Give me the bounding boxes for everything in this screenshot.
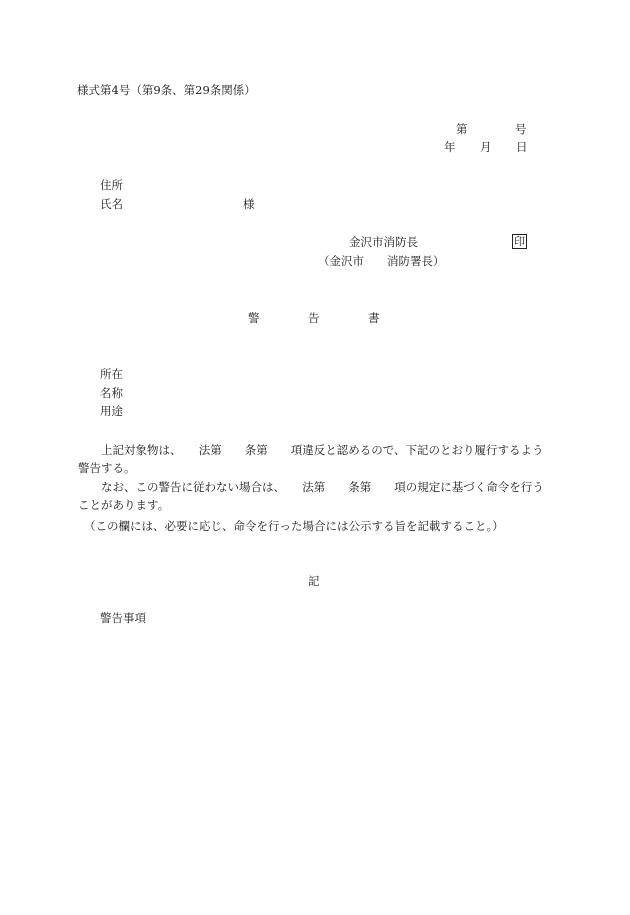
doc-number-go: 号 (515, 122, 527, 136)
doc-title-char-1: 警 (248, 311, 260, 325)
issuer-chief: 金沢市消防長 (349, 235, 418, 249)
doc-title-char-2: 告 (308, 311, 320, 325)
recipient-address-label: 住所 (100, 178, 123, 192)
date-year: 年 (444, 140, 456, 154)
date-day: 日 (516, 140, 528, 154)
recipient-name-label: 氏名 (100, 197, 123, 211)
doc-title-char-3: 書 (368, 311, 380, 325)
target-name-label: 名称 (100, 386, 123, 400)
recipient-honorific: 様 (243, 197, 255, 211)
target-use-label: 用途 (100, 404, 123, 418)
seal-icon: 印 (514, 235, 525, 248)
body-paragraph-1: 上記対象物は、 法第 条第 項違反と認めるので、下記のとおり履行するよう警告する。 (78, 443, 544, 475)
ki-heading: 記 (308, 574, 320, 588)
form-title: 様式第4号（第9条、第29条関係） (77, 83, 256, 97)
body-note: （この欄には、必要に応じ、命令を行った場合には公示する旨を記載すること。） (84, 519, 504, 533)
issuer-station-chief: （金沢市 消防署長） (318, 254, 445, 268)
doc-number-dai: 第 (456, 122, 468, 136)
date-month: 月 (480, 140, 492, 154)
warning-items-label: 警告事項 (100, 611, 146, 625)
target-location-label: 所在 (100, 367, 123, 381)
body-paragraph-2: なお、この警告に従わない場合は、 法第 条第 項の規定に基づく命令を行うことがあります。 (78, 480, 544, 512)
